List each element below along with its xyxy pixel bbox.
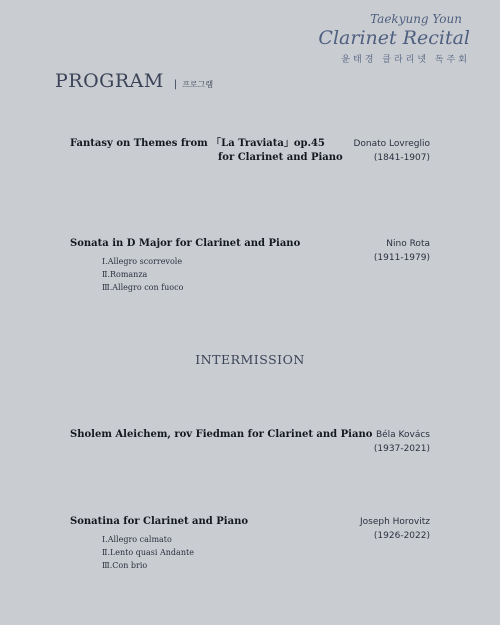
- recital-subtitle: 윤태경 클라리넷 독주회: [341, 55, 470, 65]
- piece-title: Sonata in D Major for Clarinet and Piano: [70, 238, 301, 249]
- piece-title: Sonatina for Clarinet and Piano: [70, 516, 249, 527]
- composer-name: Joseph Horovitz: [359, 517, 430, 527]
- program-piece-2: [70, 237, 430, 294]
- composer-years: (1937-2021): [373, 444, 430, 454]
- program-piece-4: [70, 515, 430, 572]
- movement-item: Ⅰ.Allegro calmato: [102, 535, 172, 544]
- program-piece-3: [70, 428, 430, 454]
- program-heading: [55, 70, 213, 92]
- piece-title: Sholem Aleichem, rov Fiedman for Clarinet and Piano: [70, 429, 373, 440]
- composer-name: Donato Lovreglio: [353, 139, 430, 149]
- piece-composer: [374, 428, 430, 456]
- movement-item: Ⅱ.Romanza: [102, 270, 148, 279]
- recital-brand: [318, 12, 470, 65]
- movement-item: Ⅲ.Allegro con fuoco: [102, 283, 184, 292]
- composer-name: Nino Rota: [386, 239, 430, 249]
- movement-item: Ⅱ.Lento quasi Andante: [102, 548, 194, 557]
- intermission-label: INTERMISSION: [195, 352, 305, 367]
- program-subtitle: 프로그램: [182, 80, 214, 89]
- movement-item: Ⅲ.Con brio: [102, 561, 148, 570]
- composer-years: (1841-1907): [373, 153, 430, 163]
- program-separator: |: [173, 79, 178, 90]
- piece-composer: [374, 237, 430, 265]
- piece-title: Fantasy on Themes from 「La Traviata」op.45: [70, 138, 325, 149]
- performer-name: Taekyung Youn: [370, 12, 462, 26]
- composer-years: (1911-1979): [373, 253, 430, 263]
- piece-title-line2: for Clarinet and Piano: [218, 152, 343, 163]
- program-title: PROGRAM: [55, 70, 164, 92]
- composer-name: Béla Kovács: [375, 430, 430, 440]
- movement-item: Ⅰ.Allegro scorrevole: [102, 257, 183, 266]
- recital-title: Clarinet Recital: [318, 27, 470, 49]
- piece-composer: [360, 515, 430, 543]
- composer-years: (1926-2022): [373, 531, 430, 541]
- piece-composer: [354, 137, 431, 165]
- program-piece-1: [70, 137, 430, 165]
